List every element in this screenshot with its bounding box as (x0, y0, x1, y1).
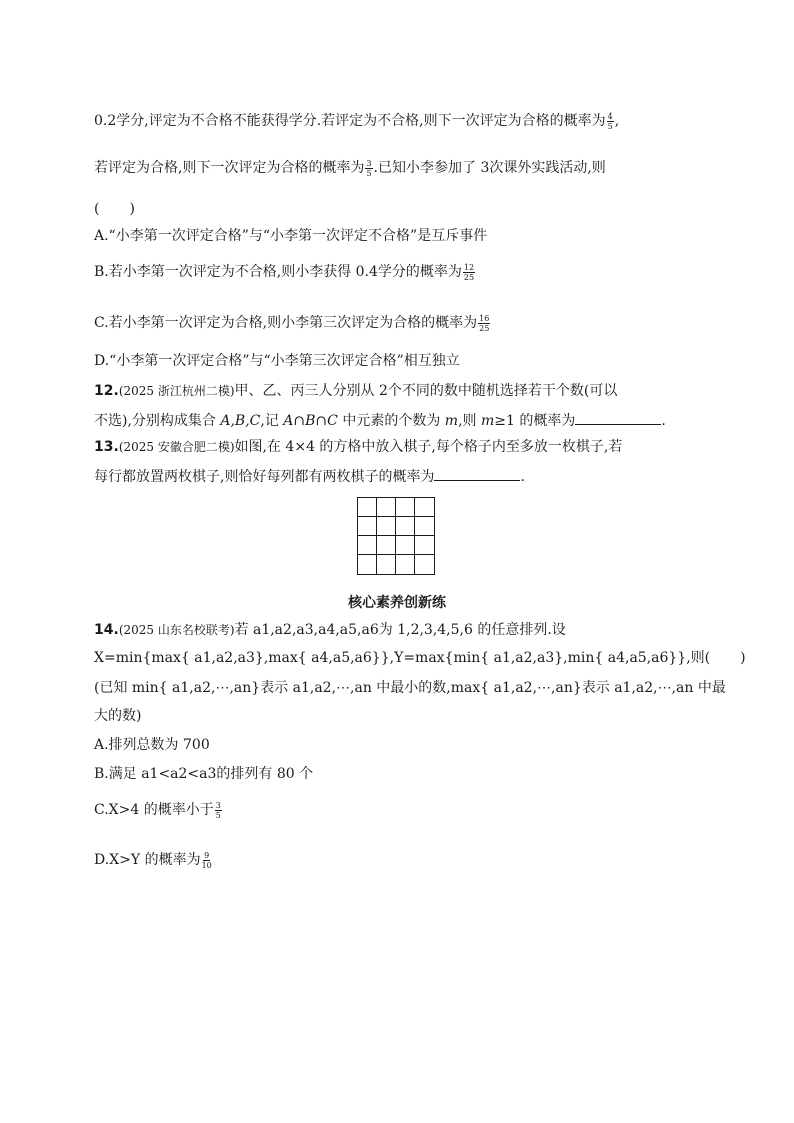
q14-frac-3-5: $\frac{3}{5}$ (215, 800, 221, 820)
q13-source: (2025 安徽合肥二模) (118, 440, 235, 454)
q13-line-2: 每行都放置两枚棋子,则恰好每列都有两枚棋子的概率为 . (94, 466, 525, 487)
q14-note-1: (已知 min{ a1,a2,⋯,an}表示 a1,a2,⋯,an 中最小的数,max{ a1,a2,⋯,an}表示 a1,a2,⋯,an 中最 (94, 680, 726, 696)
q14-line-1: 14.(2025 山东名校联考)若 a1,a2,a3,a4,a5,a6为 1,2,3,4,5,6 的任意排列.设 (94, 622, 566, 638)
q13-number: 13. (94, 439, 119, 455)
q14-definition: X=min{max{ a1,a2,a3},max{ a4,a5,a6}},Y=max{min{ a1,a2,a3},min{ a4,a5,a6}},则( ) (94, 650, 746, 666)
q11-frac-16-25: $\frac{16}{25}$ (479, 313, 490, 333)
q14-frac-9-10: $\frac{9}{10}$ (201, 850, 212, 870)
q14-option-d: D.X>Y 的概率为 $\frac{9}{10}$ (94, 850, 212, 870)
q11-option-b: B.若小李第一次评定为不合格,则小李获得 0.4学分的概率为 $\frac{12}{25}$ (94, 262, 475, 282)
q12-line-2: 不选),分别构成集合 A,B,C,记 A∩B∩C 中元素的个数为 m,则 m≥1 的概率为 . (94, 410, 666, 431)
q14-note-2: 大的数) (94, 708, 142, 724)
q12-answer-blank[interactable] (575, 410, 661, 425)
q13-line-1: 13.(2025 安徽合肥二模)如图,在 4×4 的方格中放入棋子,每个格子内至多放一枚棋子,若 (94, 439, 623, 455)
q11-line-2: 若评定为合格,则下一次评定为合格的概率为 $\frac{3}{5}$ .已知小李参加了 3次课外实践活动,则 (94, 158, 606, 178)
q14-option-a: A.排列总数为 700 (94, 737, 210, 753)
q11-option-c: C.若小李第一次评定为合格,则小李第三次评定为合格的概率为 $\frac{16}{25}$ (94, 313, 490, 333)
q11-line-1: 0.2学分,评定为不合格不能获得学分.若评定为不合格,则下一次评定为合格的概率为 $\frac{4}{5}$ , (94, 111, 620, 131)
q11-option-a: A.“小李第一次评定合格”与“小李第一次评定不合格”是互斥事件 (94, 228, 488, 244)
q11-option-d: D.“小李第一次评定合格”与“小李第三次评定合格”相互独立 (94, 353, 460, 369)
q14-source: (2025 山东名校联考) (118, 623, 235, 637)
q12-line-1: 12.(2025 浙江杭州二模)甲、乙、丙三人分别从 2个不同的数中随机选择若干个数(可以 (94, 383, 618, 399)
q12-number: 12. (94, 383, 119, 399)
q12-source: (2025 浙江杭州二模) (118, 384, 235, 398)
q11-answer-paren: ( ) (94, 201, 135, 217)
section-title: 核心素养创新练 (348, 595, 446, 611)
q11-frac-3-5: $\frac{3}{5}$ (366, 158, 372, 178)
q14-number: 14. (94, 622, 119, 638)
q11-frac-4-5: $\frac{4}{5}$ (607, 111, 613, 131)
q14-option-c: C.X>4 的概率小于 $\frac{3}{5}$ (94, 800, 221, 820)
q11-frac-12-25: $\frac{12}{25}$ (463, 262, 475, 282)
q13-answer-blank[interactable] (434, 466, 520, 481)
q13-4x4-grid-figure (357, 497, 435, 575)
q14-option-b: B.满足 a1<a2<a3的排列有 80 个 (94, 766, 314, 782)
